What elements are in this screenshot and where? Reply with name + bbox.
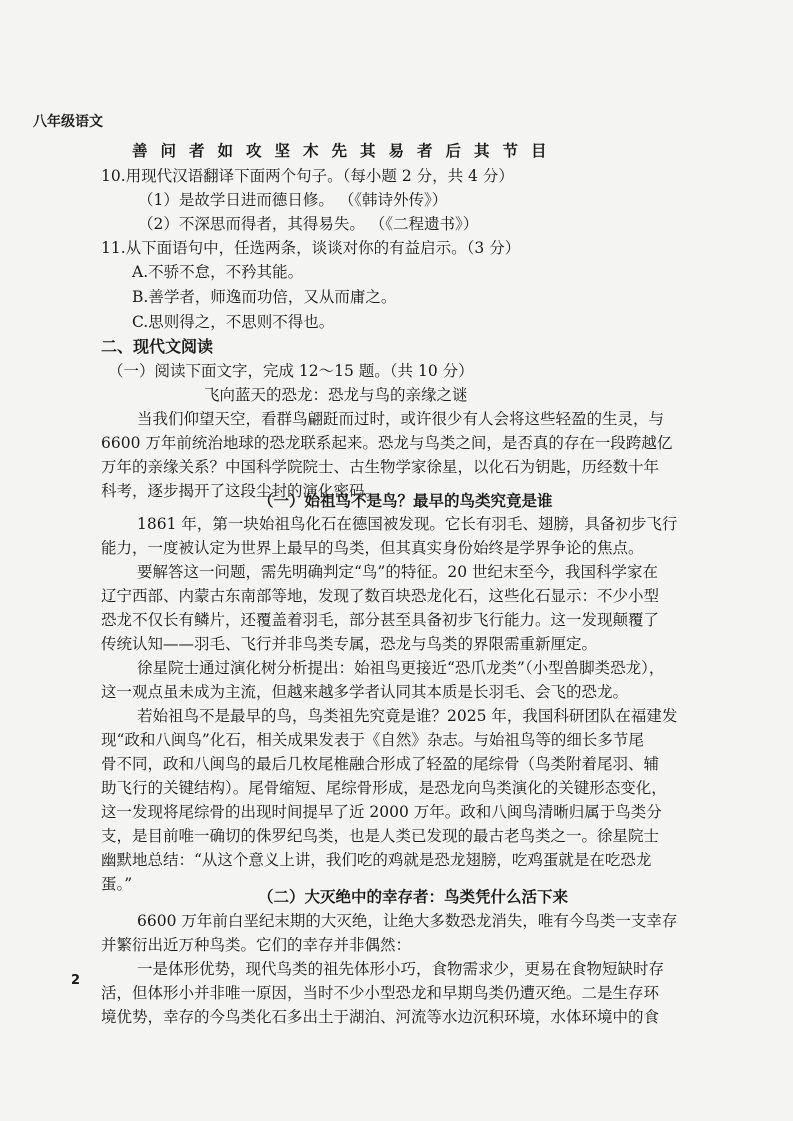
text-line-p1-1: 当我们仰望天空，看群鸟翩跹而过时，或许很少有人会将这些轻盈的生灵，与 (137, 410, 665, 428)
text-line-p5-2: 现“政和八闽鸟”化石，相关成果发表于《自然》杂志。与始祖鸟等的细长多节尾 (101, 731, 644, 749)
page-number: 2 (71, 973, 81, 988)
text-line-p3-3: 恐龙不仅长有鳞片，还覆盖着羽毛，部分甚至具备初步飞行能力。这一发现颠覆了 (101, 611, 660, 629)
text-line-p5-7: 幽默地总结：“从这个意义上讲，我们吃的鸡就是恐龙翅膀，吃鸡蛋就是在吃恐龙 (101, 851, 652, 869)
text-line-q10: 10.用现代汉语翻译下面两个句子。（每小题 2 分，共 4 分） (101, 167, 514, 185)
text-line-p2-1: 1861 年，第一块始祖鸟化石在德国被发现。它长有羽毛、翅膀，具备初步飞行 (137, 515, 678, 533)
grade-label: 八年级语文 (33, 114, 103, 130)
text-line-p3-4: 传统认知——羽毛、飞行并非鸟类专属，恐龙与鸟类的界限需重新厘定。 (101, 635, 598, 653)
text-line-p5-6: 支，是目前唯一确切的侏罗纪鸟类，也是人类已发现的最古老鸟类之一。徐星院士 (101, 827, 660, 845)
text-line-p2-2: 能力，一度被认定为世界上最早的鸟类，但其真实身份始终是学界争论的焦点。 (101, 539, 644, 557)
text-line-p6-2: 并繁衍出近万种鸟类。它们的幸存并非偶然： (101, 936, 412, 954)
text-line-p1-3: 万年的亲缘关系？中国科学院院士、古生物学家徐星，以化石为钥匙，历经数十年 (101, 458, 660, 476)
text-line-p7-2: 活，但体形小并非唯一原因，当时不少小型恐龙和早期鸟类仍遭灭绝。二是生存环 (101, 984, 660, 1002)
text-line-q11-a: A.不骄不怠，不矜其能。 (132, 263, 304, 281)
text-line-p5-8: 蛋。” (101, 875, 133, 893)
text-line-q11-b: B.善学者，师逸而功倍，又从而庸之。 (132, 288, 397, 306)
text-line-p5-1: 若始祖鸟不是最早的鸟，鸟类祖先究竟是谁？2025 年，我国科研团队在福建发 (137, 707, 678, 725)
text-line-q10-1: （1）是故学日进而德日修。 （《韩诗外传》） (138, 191, 448, 209)
text-line-p1-4: 科考，逐步揭开了这段尘封的演化密码。 (101, 482, 381, 500)
text-line-p3-2: 辽宁西部、内蒙古东南部等地，发现了数百块恐龙化石，这些化石显示：不少小型 (101, 587, 660, 605)
text-line-p7-1: 一是体形优势，现代鸟类的祖先体形小巧，食物需求少，更易在食物短缺时存 (137, 960, 665, 978)
text-line-p5-3: 骨不同，政和八闽鸟的最后几枚尾椎融合形成了轻盈的尾综骨（鸟类附着尾羽、辅 (101, 755, 660, 773)
text-line-part-2-1: （一）阅读下面文字，完成 12～15 题。（共 10 分） (108, 362, 474, 380)
text-line-p7-3: 境优势，幸存的今鸟类化石多出土于湖泊、河流等水边沉积环境，水体环境中的食 (101, 1008, 660, 1026)
text-line-pause-marks: 善问者如攻坚木先其易者后其节目 (132, 141, 560, 160)
text-line-sub-2: （二）大灭绝中的幸存者：鸟类凭什么活下来 (258, 887, 569, 906)
text-line-q11-c: C.思则得之，不思则不得也。 (132, 313, 335, 331)
text-line-p3-1: 要解答这一问题，需先明确判定“鸟”的特征。20 世纪末至今，我国科学家在 (137, 563, 659, 581)
text-line-p4-2: 这一观点虽未成为主流，但越来越多学者认同其本质是长羽毛、会飞的恐龙。 (101, 683, 629, 701)
text-line-part-2: 二、现代文阅读 (101, 337, 214, 356)
text-line-p6-1: 6600 万年前白垩纪末期的大灭绝，让绝大多数恐龙消失，唯有今鸟类一支幸存 (137, 912, 678, 930)
text-line-p5-4: 助飞行的关键结构）。尾骨缩短、尾综骨形成，是恐龙向鸟类演化的关键形态变化， (101, 779, 667, 797)
text-line-p1-2: 6600 万年前统治地球的恐龙联系起来。恐龙与鸟类之间，是否真的存在一段跨越亿 (101, 434, 673, 452)
text-line-p5-5: 这一发现将尾综骨的出现时间提早了近 2000 万年。政和八闽鸟清晰归属于鸟类分 (101, 803, 662, 821)
text-line-p4-1: 徐星院士通过演化树分析提出：始祖鸟更接近“恐爪龙类”（小型兽脚类恐龙）， (137, 659, 665, 677)
text-line-q11: 11.从下面语句中，任选两条，谈谈对你的有益启示。（3 分） (101, 239, 521, 257)
text-line-article-title: 飞向蓝天的恐龙：恐龙与鸟的亲缘之谜 (204, 386, 468, 404)
text-line-q10-2: （2）不深思而得者，其得易失。 （《二程遗书》） (138, 215, 479, 233)
text-line-sub-1: （一）始祖鸟不是鸟？最早的鸟类究竟是谁 (258, 491, 553, 510)
